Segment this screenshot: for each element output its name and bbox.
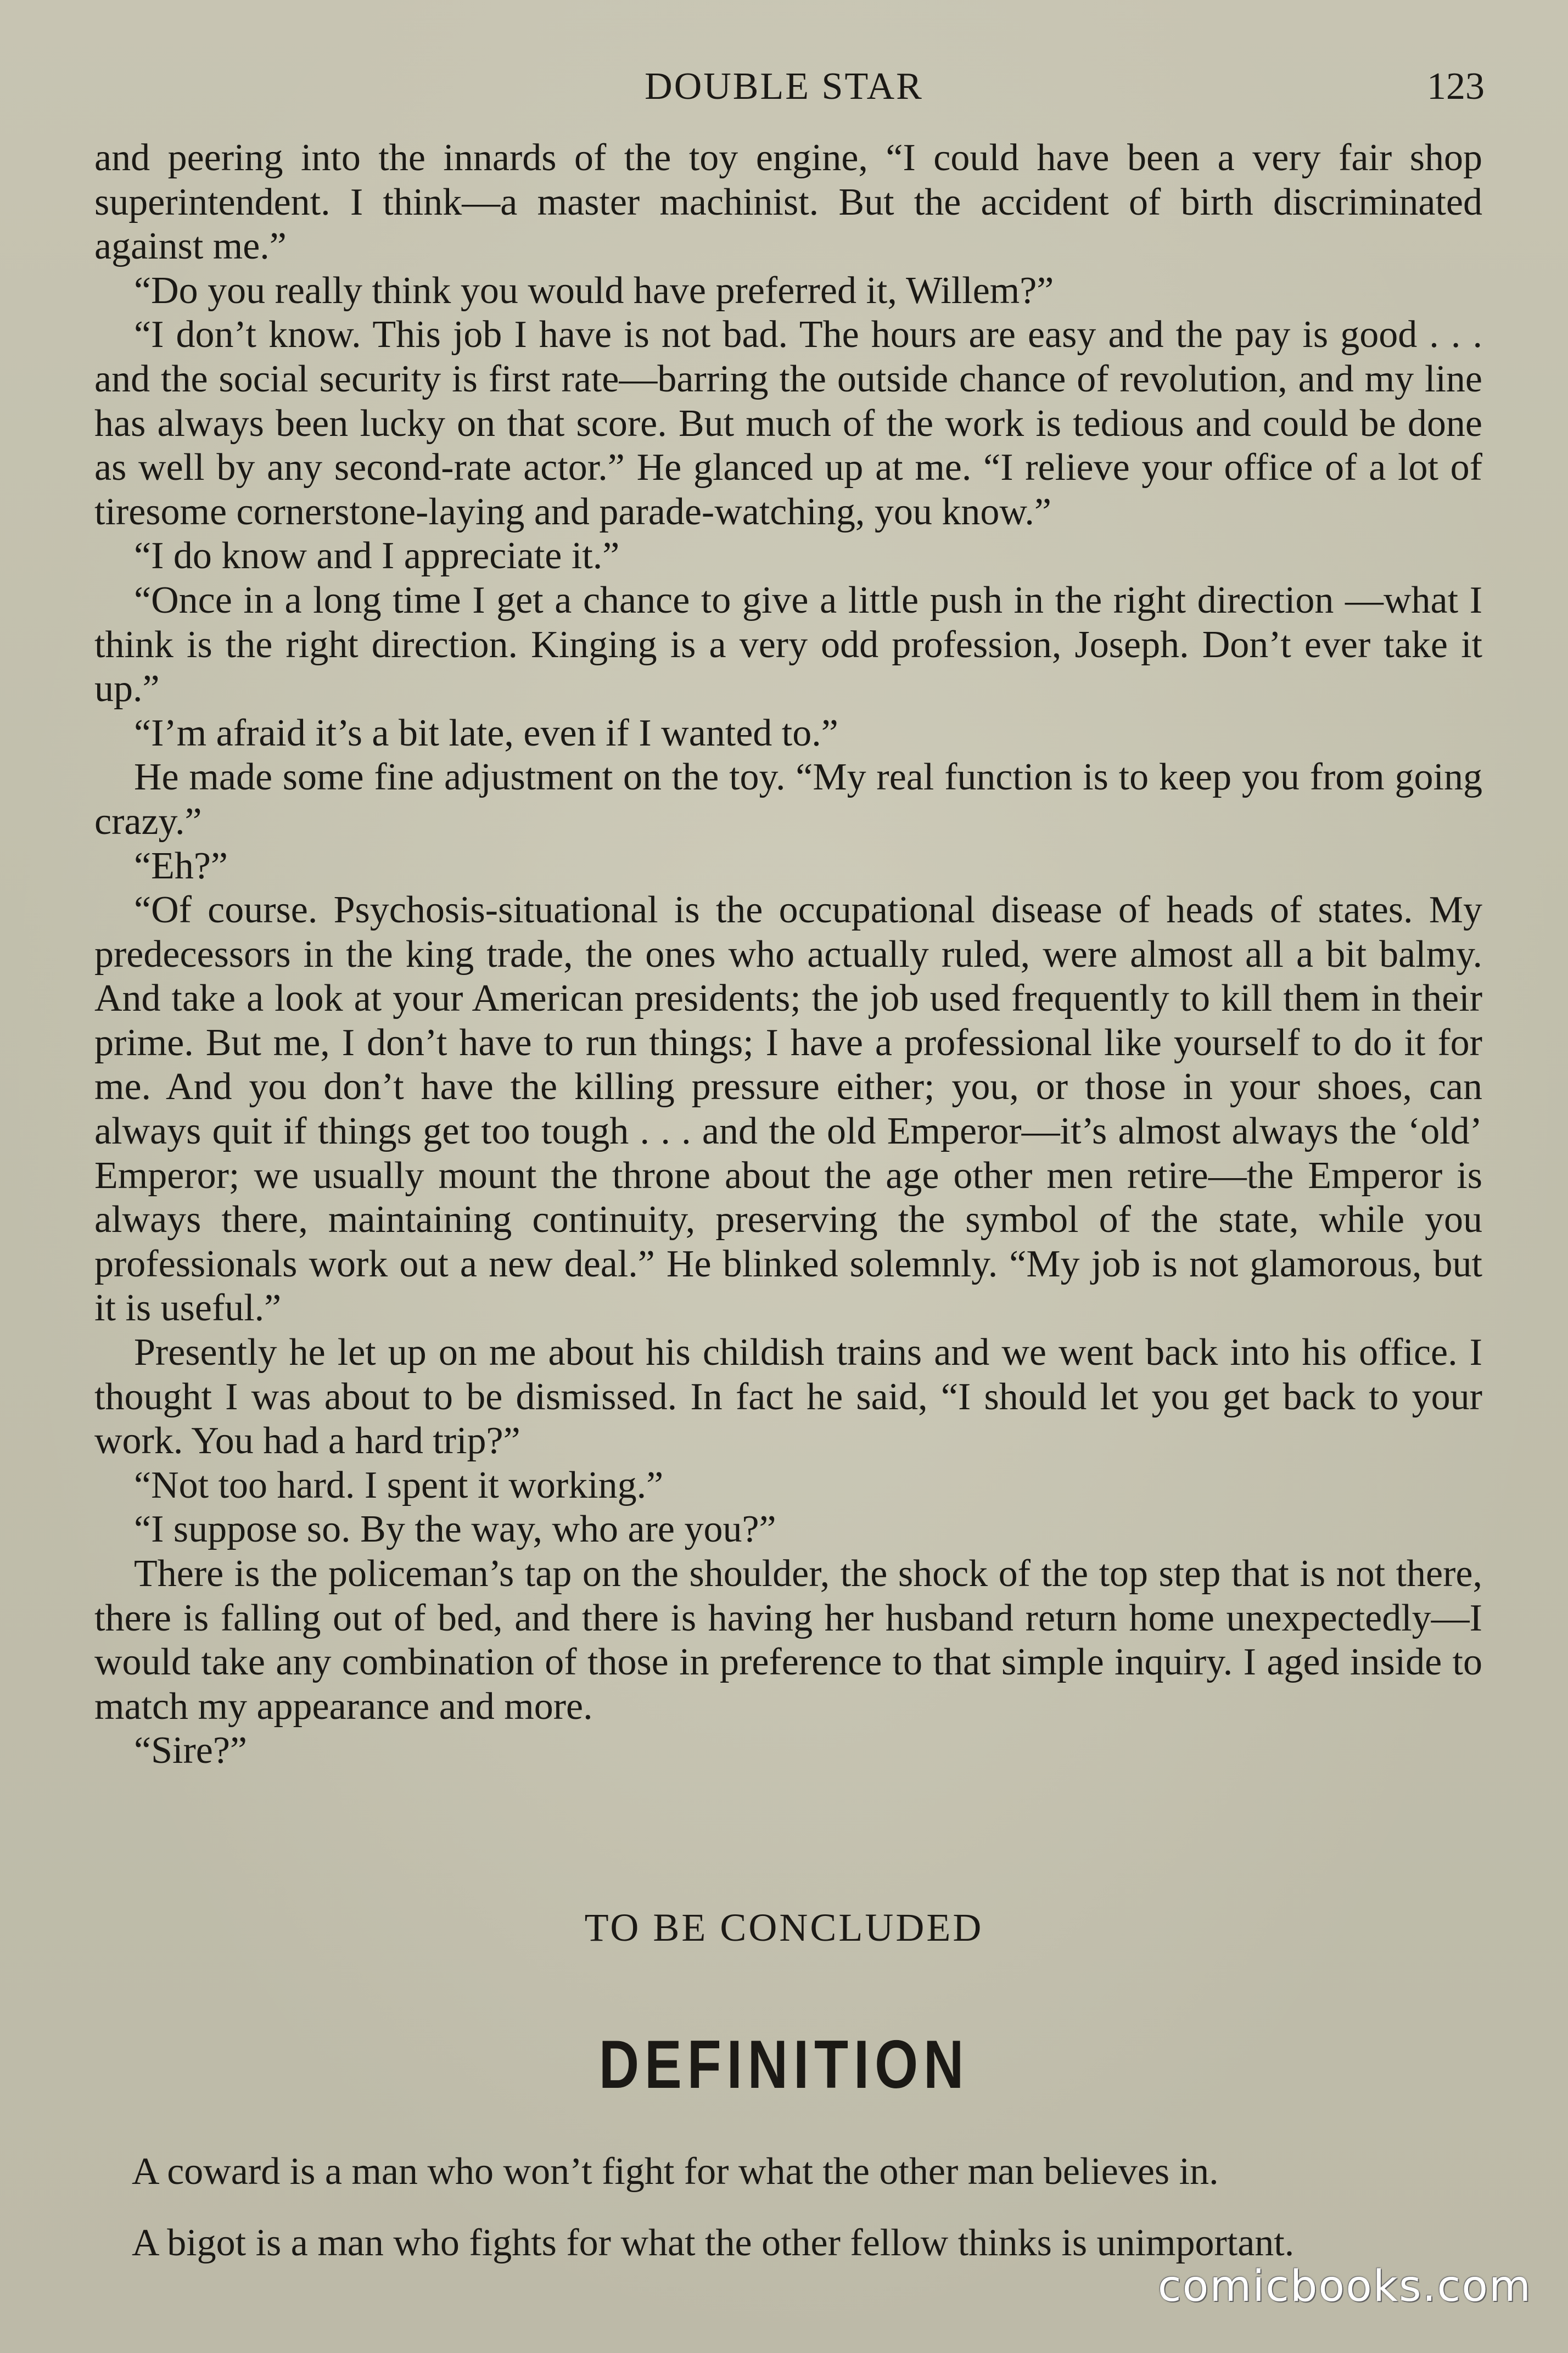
continuation-notice: TO BE CONCLUDED	[584, 1906, 984, 1949]
story-paragraph: There is the policeman’s tap on the shoulder, the shock of the top step that is not there, there is falling out of bed, and there is having her husband return home unexpectedly—I would take any combination of those in preference to that simple inquiry. I aged inside to match my appearance and more.	[94, 1553, 1482, 1728]
story-paragraph: “I do know and I appreciate it.”	[134, 535, 620, 578]
story-body	[94, 136, 1482, 1773]
story-paragraph: “Of course. Psychosis-situational is the occupational disease of heads of states. My predecessors in the king trade, the ones who actually ruled, were almost all a bit balmy. And take a look at your American presidents; the job used frequently to kill them in their prime. But me, I don’t have to run things; I have a professional like yourself to do it for me. And you don’t have the killing pressure either; you, or those in your shoes, can always quit if things get too tough . . . and the old Emperor—it’s almost always the ‘old’ Emperor; we usually mount the throne about the age other men retire—the Emperor is always there, maintaining continuity, preserving the symbol of the state, while you professionals work out a new deal.” He blinked solemnly. “My job is not glamorous, but it is useful.”	[94, 889, 1482, 1330]
story-paragraph: and peering into the innards of the toy engine, “I could have been a very fair shop superintendent. I think—a master machinist. But the accident of birth discriminated against me.”	[94, 137, 1482, 268]
running-title: DOUBLE STAR	[645, 65, 923, 108]
story-paragraph: “I suppose so. By the way, who are you?”	[134, 1508, 776, 1551]
site-watermark: comicbooks.com	[1157, 2262, 1532, 2311]
story-paragraph: Presently he let up on me about his childish trains and we went back into his office. I thought I was about to be dismissed. In fact he said, “I should let you get back to your work. You had a hard trip?”	[94, 1331, 1482, 1463]
running-head	[0, 65, 1568, 114]
definition-line: A coward is a man who won’t fight for what the other man believes in.	[132, 2150, 1219, 2193]
story-paragraph: “I don’t know. This job I have is not bad. The hours are easy and the pay is good . . . and the social security is first rate—barring the outside chance of revolution, and my line has always been lucky on that score. But much of the work is tedious and could be done as well by any second-rate actor.” He glanced up at me. “I relieve your office of a lot of tiresome cornerstone-laying and parade-watching, you know.”	[94, 313, 1482, 533]
definition-line: A bigot is a man who fights for what the other fellow thinks is unimportant.	[132, 2222, 1295, 2264]
page-number: 123	[1427, 65, 1485, 108]
filler-heading: DEFINITION	[598, 2027, 970, 2103]
story-paragraph: “Not too hard. I spent it working.”	[134, 1464, 664, 1506]
story-paragraph: He made some fine adjustment on the toy. “My real function is to keep you from going crazy.”	[94, 756, 1482, 843]
story-paragraph: “I’m afraid it’s a bit late, even if I wanted to.”	[134, 711, 838, 754]
story-paragraph: “Once in a long time I get a chance to give a little push in the right direction —what I think is the right direction. Kinging is a very odd profession, Joseph. Don’t ever take it up.”	[94, 579, 1482, 710]
story-paragraph: “Do you really think you would have preferred it, Willem?”	[134, 269, 1054, 312]
story-paragraph: “Eh?”	[134, 844, 228, 887]
story-paragraph: “Sire?”	[134, 1729, 247, 1772]
